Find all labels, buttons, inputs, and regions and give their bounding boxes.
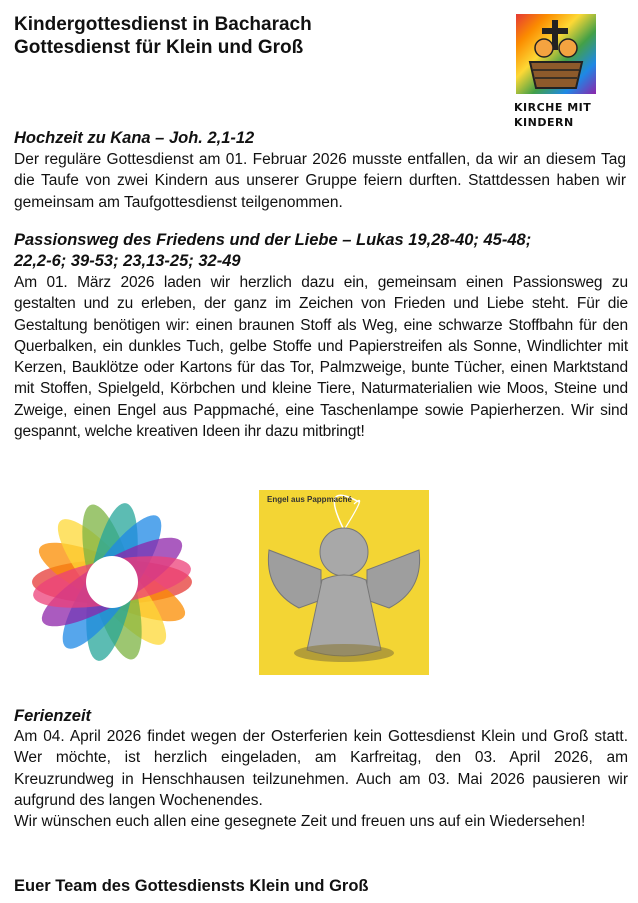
title-line-1: Kindergottesdienst in Bacharach [14,14,312,35]
section-body-ferienzeit-closing: Wir wünschen euch allen eine gesegnete Zeit und freuen uns auf ein Wiedersehen! [14,813,586,830]
signature: Euer Team des Gottesdiensts Klein und Groß [14,877,369,895]
section-body-ferienzeit: Am 04. April 2026 findet wegen der Osterferien kein Gottesdienst Klein und Groß statt. Wer möchte, ist herzlich eingeladen, am Karfreitag, den 03. April 2026, am Kreuzrundweg in Henschhausen teilzunehmen. Auch am 03. Mai 2026 pausieren wir aufgrund des langen Wochenendes. [14,728,628,809]
paper-mache-angel-icon [259,490,429,675]
section-body-kana: Der reguläre Gottesdienst am 01. Februar 2026 musste entfallen, da wir an diesem Tag die Taufe von zwei Kindern aus unserer Gruppe feiern durften. Stattdessen haben wir gemeinsam am Taufgottesdienst teilgenommen. [14,151,626,211]
kirche-mit-kindern-logo [514,14,598,134]
angel-caption: Engel aus Pappmaché [267,495,352,504]
title-line-2: Gottesdienst für Klein und Groß [14,37,304,58]
page-title [14,13,312,59]
section-heading-ferienzeit: Ferienzeit [14,707,92,725]
section-heading-kana: Hochzeit zu Kana – Joh. 2,1-12 [14,129,255,147]
rainbow-logo-icon [516,14,596,94]
angel-image [259,490,429,675]
colorful-scarves-image [14,490,210,680]
section-heading-passionsweg: Passionsweg des Friedens und der Liebe – Lukas 19,28-40; 45-48; 22,2-6; 39-53; 23,13-25; 32-49 [14,231,532,270]
section-body-passionsweg: Am 01. März 2026 laden wir herzlich dazu ein, gemeinsam einen Passionsweg zu gestalten und zu erleben, der ganz im Zeichen von Frieden und Liebe steht. Für die Gestaltung benötigen wir: einen braunen Stoff als Weg, eine schwarze Stoffbahn für den Querbalken, ein dunkles Tuch, gelbe Stoffe und Papierstreifen als Sonne, Windlichter mit Kerzen, Bauklötze oder Kartons für das Tor, Palmzweige, bunte Tücher, einen Marktstand mit Stoffen, Spielgeld, Körbchen und kleine Tiere, Naturmaterialien wie Moos, Steine und Zweige, einen Engel aus Pappmaché, eine Taschenlampe sowie Papierherzen. Wir sind gespannt, welche kreativen Ideen ihr dazu mitbringt! [14,274,628,441]
logo-text: KIRCHE MIT KINDERN [514,101,592,129]
